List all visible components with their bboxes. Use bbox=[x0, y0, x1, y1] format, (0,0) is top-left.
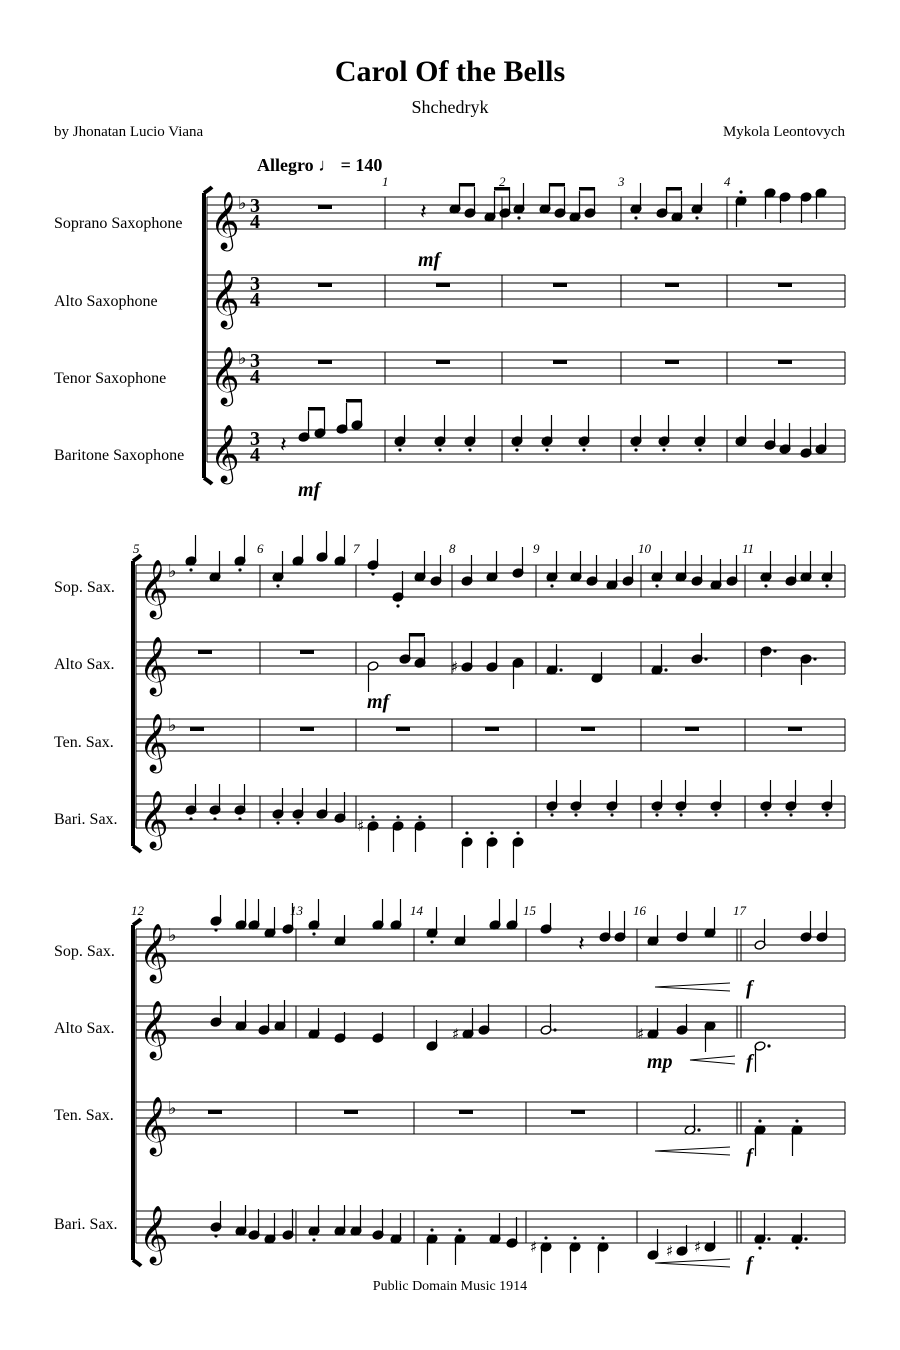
note bbox=[569, 1236, 581, 1273]
whole-rest-icon bbox=[553, 283, 567, 287]
time-signature-denominator: 4 bbox=[250, 444, 260, 466]
note bbox=[754, 1213, 771, 1250]
measure-number: 10 bbox=[638, 541, 651, 556]
note bbox=[308, 899, 320, 936]
note bbox=[785, 555, 797, 586]
whole-rest-icon bbox=[685, 727, 699, 731]
staff-label-baritone: Bari. Sax. bbox=[54, 811, 118, 828]
note bbox=[694, 1221, 716, 1256]
whole-rest-icon bbox=[778, 283, 792, 287]
measure-number: 3 bbox=[618, 174, 625, 189]
dynamic-marking: f bbox=[746, 1253, 753, 1275]
staff-label-alto: Alto Sax. bbox=[54, 1020, 115, 1037]
note bbox=[676, 1004, 688, 1035]
note bbox=[599, 911, 611, 942]
svg-text:♯: ♯ bbox=[694, 1238, 702, 1256]
note bbox=[676, 911, 688, 942]
note bbox=[210, 895, 222, 932]
treble-clef-icon: 𝄞 bbox=[139, 790, 169, 848]
whole-rest-icon bbox=[318, 283, 332, 287]
note bbox=[390, 899, 402, 930]
note bbox=[691, 633, 708, 664]
measure-number: 17 bbox=[733, 903, 746, 918]
note bbox=[274, 1000, 286, 1031]
note bbox=[272, 551, 284, 588]
note bbox=[821, 551, 833, 588]
note bbox=[735, 190, 747, 227]
note bbox=[546, 780, 558, 817]
note bbox=[308, 1205, 320, 1242]
treble-clef-icon: 𝄞 bbox=[139, 923, 169, 981]
staff-label-soprano: Soprano Saxophone bbox=[54, 215, 183, 232]
note bbox=[264, 1213, 276, 1244]
note bbox=[272, 788, 284, 825]
note bbox=[791, 1119, 803, 1156]
whole-rest-icon bbox=[436, 283, 450, 287]
treble-clef-icon: 𝄞 bbox=[139, 1205, 169, 1263]
note bbox=[651, 644, 668, 675]
note bbox=[816, 911, 828, 942]
staff-label-soprano: Sop. Sax. bbox=[54, 579, 115, 596]
note bbox=[754, 1119, 766, 1156]
treble-clef-icon: 𝄞 bbox=[210, 346, 240, 404]
note bbox=[735, 415, 747, 446]
whole-rest-icon bbox=[788, 727, 802, 731]
note bbox=[351, 399, 363, 430]
crescendo-hairpin bbox=[690, 1056, 735, 1064]
whole-rest-icon bbox=[459, 1110, 473, 1114]
note bbox=[486, 641, 498, 672]
flat-key-signature-icon: ♭ bbox=[168, 1098, 177, 1119]
note bbox=[298, 411, 310, 442]
note bbox=[489, 1213, 501, 1244]
svg-text:♯: ♯ bbox=[451, 658, 459, 676]
whole-rest-icon bbox=[190, 727, 204, 731]
note bbox=[691, 555, 703, 586]
note bbox=[209, 784, 221, 821]
note bbox=[512, 547, 524, 578]
whole-rest-icon bbox=[665, 283, 679, 287]
treble-clef-icon: 𝄞 bbox=[139, 1096, 169, 1154]
note bbox=[414, 815, 426, 852]
note bbox=[334, 915, 346, 946]
svg-text:♯: ♯ bbox=[666, 1242, 674, 1260]
note bbox=[760, 551, 772, 588]
note bbox=[185, 535, 197, 572]
measure-number: 11 bbox=[742, 541, 755, 556]
note bbox=[691, 183, 703, 220]
note bbox=[430, 555, 442, 586]
note bbox=[684, 1104, 701, 1135]
note bbox=[282, 1209, 294, 1240]
measure-number: 7 bbox=[353, 541, 360, 556]
note bbox=[591, 652, 603, 683]
note bbox=[464, 187, 476, 218]
measure-number: 1 bbox=[382, 174, 389, 189]
tempo-value: = 140 bbox=[340, 155, 383, 175]
note bbox=[754, 919, 766, 950]
note bbox=[800, 911, 812, 942]
note bbox=[316, 531, 328, 562]
note bbox=[821, 780, 833, 817]
measure-number: 12 bbox=[131, 903, 144, 918]
note bbox=[791, 1213, 808, 1250]
note bbox=[675, 780, 687, 817]
note bbox=[785, 780, 797, 817]
footer-copyright: Public Domain Music 1914 bbox=[372, 1279, 528, 1294]
note bbox=[584, 187, 596, 218]
note bbox=[586, 555, 598, 586]
note bbox=[336, 403, 348, 434]
dynamic-marking: mf bbox=[367, 691, 390, 713]
note bbox=[779, 192, 791, 223]
staff-soprano bbox=[136, 559, 845, 620]
time-signature-denominator: 4 bbox=[250, 366, 260, 388]
note bbox=[760, 780, 772, 817]
beam bbox=[346, 399, 362, 403]
note bbox=[235, 1000, 247, 1031]
flat-key-signature-icon: ♭ bbox=[168, 925, 177, 946]
note bbox=[647, 915, 659, 946]
measure-number: 5 bbox=[133, 541, 140, 556]
note bbox=[540, 903, 552, 934]
whole-rest-icon bbox=[778, 360, 792, 364]
treble-clef-icon: 𝄞 bbox=[210, 424, 240, 482]
dynamic-marking: mf bbox=[418, 249, 441, 271]
measure-number: 6 bbox=[257, 541, 264, 556]
beam bbox=[409, 633, 425, 637]
note bbox=[726, 555, 738, 586]
whole-rest-icon bbox=[436, 360, 450, 364]
note bbox=[357, 815, 379, 852]
note bbox=[800, 551, 812, 582]
dynamic-marking: f bbox=[746, 1145, 753, 1167]
arranger-credit: by Jhonatan Lucio Viana bbox=[54, 124, 204, 140]
staff-label-soprano: Sop. Sax. bbox=[54, 943, 115, 960]
svg-text:♯: ♯ bbox=[452, 1025, 460, 1043]
note bbox=[264, 907, 276, 938]
note bbox=[546, 551, 558, 588]
note bbox=[314, 407, 326, 438]
measure-number: 4 bbox=[724, 174, 731, 189]
note bbox=[651, 551, 663, 588]
note bbox=[235, 1205, 247, 1236]
note bbox=[815, 423, 827, 454]
staff-label-baritone: Bari. Sax. bbox=[54, 1216, 118, 1233]
note bbox=[392, 815, 404, 852]
note bbox=[675, 551, 687, 582]
treble-clef-icon: 𝄞 bbox=[210, 269, 240, 327]
tempo-text: Allegro bbox=[257, 155, 314, 175]
note bbox=[426, 1020, 438, 1051]
note bbox=[367, 539, 379, 576]
note bbox=[461, 555, 473, 586]
note bbox=[570, 780, 582, 817]
staff-alto bbox=[136, 1000, 845, 1061]
time-signature-numerator: 3 bbox=[250, 428, 260, 450]
note bbox=[489, 899, 501, 930]
note bbox=[399, 633, 411, 664]
measure-number: 16 bbox=[633, 903, 646, 918]
note bbox=[248, 899, 260, 930]
note bbox=[506, 899, 518, 930]
score-title: Carol Of the Bells bbox=[334, 55, 566, 88]
note bbox=[764, 188, 776, 219]
beam bbox=[549, 183, 565, 187]
note bbox=[426, 1228, 438, 1265]
note bbox=[449, 183, 461, 214]
quarter-rest-icon: 𝄽 bbox=[280, 433, 287, 458]
note bbox=[754, 1041, 771, 1072]
note bbox=[704, 1021, 716, 1052]
note bbox=[258, 1004, 270, 1035]
measure-number: 15 bbox=[523, 903, 536, 918]
note bbox=[606, 780, 618, 817]
time-signature-numerator: 3 bbox=[250, 195, 260, 217]
note bbox=[334, 792, 346, 823]
crescendo-hairpin bbox=[655, 1147, 730, 1155]
beam bbox=[579, 187, 595, 191]
whole-rest-icon bbox=[665, 360, 679, 364]
quarter-note-icon: ♩ bbox=[318, 155, 337, 175]
note bbox=[606, 559, 618, 590]
note bbox=[478, 1004, 490, 1035]
note bbox=[414, 551, 426, 582]
staff-label-baritone: Baritone Saxophone bbox=[54, 447, 185, 464]
note bbox=[704, 907, 716, 938]
measure-number: 2 bbox=[499, 174, 506, 189]
note bbox=[512, 658, 524, 689]
note bbox=[210, 996, 222, 1027]
svg-text:♯: ♯ bbox=[357, 817, 365, 835]
note bbox=[334, 535, 346, 566]
flat-key-signature-icon: ♭ bbox=[168, 715, 177, 736]
note bbox=[614, 911, 626, 942]
note bbox=[350, 1205, 362, 1236]
note bbox=[334, 1012, 346, 1043]
note bbox=[234, 784, 246, 821]
note bbox=[800, 192, 812, 223]
staff-label-alto: Alto Saxophone bbox=[54, 293, 158, 310]
note bbox=[656, 187, 668, 218]
note bbox=[235, 899, 247, 930]
time-signature-denominator: 4 bbox=[250, 289, 260, 311]
time-signature-numerator: 3 bbox=[250, 273, 260, 295]
whole-rest-icon bbox=[318, 205, 332, 209]
beam bbox=[308, 407, 325, 411]
treble-clef-icon: 𝄞 bbox=[139, 713, 169, 771]
note bbox=[334, 1205, 346, 1236]
staff-tenor bbox=[136, 713, 845, 774]
treble-clef-icon: 𝄞 bbox=[139, 559, 169, 617]
whole-rest-icon bbox=[485, 727, 499, 731]
whole-rest-icon bbox=[571, 1110, 585, 1114]
beam bbox=[666, 187, 682, 191]
beam bbox=[459, 183, 475, 187]
measure-number: 13 bbox=[290, 903, 303, 918]
note bbox=[671, 191, 683, 222]
note bbox=[800, 427, 812, 458]
note bbox=[512, 831, 524, 868]
flat-key-signature-icon: ♭ bbox=[168, 561, 177, 582]
whole-rest-icon bbox=[553, 360, 567, 364]
measure-number: 9 bbox=[533, 541, 540, 556]
whole-rest-icon bbox=[198, 650, 212, 654]
svg-text:♯: ♯ bbox=[530, 1238, 538, 1256]
treble-clef-icon: 𝄞 bbox=[139, 1000, 169, 1058]
note bbox=[292, 535, 304, 566]
time-signature-denominator: 4 bbox=[250, 211, 260, 233]
note bbox=[622, 555, 634, 586]
note bbox=[454, 1228, 466, 1265]
quarter-rest-icon: 𝄽 bbox=[420, 200, 427, 225]
note bbox=[292, 788, 304, 825]
note bbox=[651, 780, 663, 817]
staff-tenor bbox=[136, 1096, 845, 1157]
note bbox=[234, 535, 246, 572]
staff-soprano bbox=[136, 923, 845, 984]
treble-clef-icon: 𝄞 bbox=[139, 636, 169, 694]
note bbox=[569, 191, 581, 222]
staff-label-tenor: Tenor Saxophone bbox=[54, 370, 167, 387]
crescendo-hairpin bbox=[655, 983, 730, 991]
staff-tenor bbox=[207, 346, 845, 407]
dynamic-marking: f bbox=[746, 1051, 753, 1073]
note bbox=[185, 784, 197, 821]
note bbox=[540, 1004, 557, 1035]
note bbox=[539, 183, 551, 214]
note bbox=[390, 1213, 402, 1244]
svg-text:♯: ♯ bbox=[637, 1025, 645, 1043]
dynamic-marking: mp bbox=[647, 1051, 673, 1073]
note bbox=[484, 191, 496, 222]
staff-label-tenor: Ten. Sax. bbox=[54, 734, 114, 751]
note bbox=[461, 831, 473, 868]
note bbox=[800, 654, 817, 685]
dynamic-marking: mf bbox=[298, 479, 321, 501]
whole-rest-icon bbox=[581, 727, 595, 731]
staff-soprano bbox=[207, 191, 845, 252]
note bbox=[760, 646, 777, 677]
note bbox=[764, 419, 776, 450]
note bbox=[367, 661, 379, 692]
note bbox=[710, 780, 722, 817]
treble-clef-icon: 𝄞 bbox=[210, 191, 240, 249]
note bbox=[372, 1209, 384, 1240]
note bbox=[486, 831, 498, 868]
measure-number: 14 bbox=[410, 903, 423, 918]
whole-rest-icon bbox=[396, 727, 410, 731]
quarter-rest-icon: 𝄽 bbox=[578, 932, 585, 957]
note bbox=[499, 187, 511, 218]
staff-label-alto: Alto Sax. bbox=[54, 656, 115, 673]
note bbox=[454, 915, 466, 946]
note bbox=[779, 423, 791, 454]
note bbox=[486, 551, 498, 582]
note bbox=[372, 899, 384, 930]
note bbox=[530, 1236, 552, 1273]
note bbox=[647, 1229, 659, 1260]
note bbox=[248, 1209, 260, 1240]
note bbox=[554, 187, 566, 218]
measure-number: 8 bbox=[449, 541, 456, 556]
whole-rest-icon bbox=[300, 727, 314, 731]
note bbox=[570, 551, 582, 582]
note bbox=[597, 1236, 609, 1273]
staff-label-tenor: Ten. Sax. bbox=[54, 1107, 114, 1124]
whole-rest-icon bbox=[208, 1110, 222, 1114]
crescendo-hairpin bbox=[655, 1259, 730, 1267]
note bbox=[372, 1012, 384, 1043]
staff-baritone bbox=[136, 1205, 845, 1266]
note bbox=[506, 1217, 518, 1248]
note bbox=[513, 183, 525, 220]
flat-key-signature-icon: ♭ bbox=[238, 348, 247, 369]
note bbox=[308, 1008, 320, 1039]
note bbox=[209, 551, 221, 582]
whole-rest-icon bbox=[318, 360, 332, 364]
note bbox=[630, 183, 642, 220]
flat-key-signature-icon: ♭ bbox=[238, 193, 247, 214]
score-subtitle: Shchedryk bbox=[411, 97, 489, 117]
whole-rest-icon bbox=[300, 650, 314, 654]
composer-credit: Mykola Leontovych bbox=[722, 124, 845, 140]
note bbox=[546, 644, 563, 675]
note bbox=[710, 559, 722, 590]
dynamic-marking: f bbox=[746, 977, 753, 999]
note bbox=[426, 907, 438, 944]
note bbox=[815, 188, 827, 219]
whole-rest-icon bbox=[344, 1110, 358, 1114]
staff-alto bbox=[207, 269, 845, 330]
time-signature-numerator: 3 bbox=[250, 350, 260, 372]
